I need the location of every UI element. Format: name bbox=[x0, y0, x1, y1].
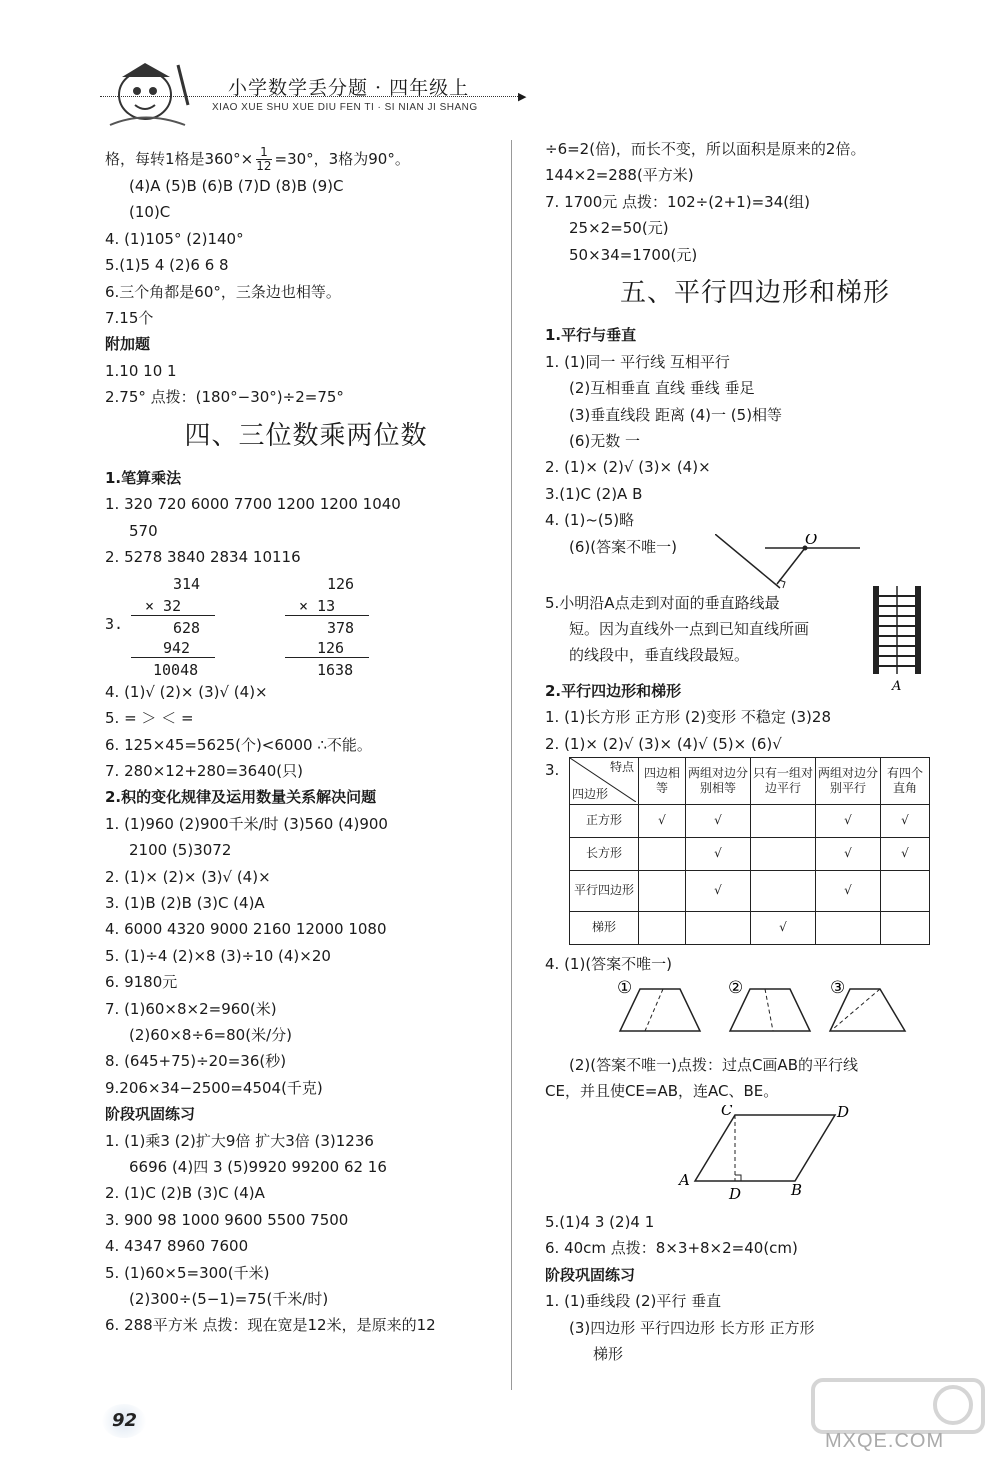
answer-line: (2)300÷(5−1)=75(千米/时) bbox=[129, 1290, 329, 1309]
subsection-heading: 2.积的变化规律及运用数量关系解决问题 bbox=[105, 788, 377, 807]
answer-line: 1.10 10 1 bbox=[105, 361, 177, 380]
answer-line: 7.15个 bbox=[105, 309, 154, 328]
answer-line: 1. (1)960 (2)900千米/时 (3)560 (4)900 bbox=[105, 814, 388, 833]
answer-line: 2. (1)× (2)× (3)√ (4)× bbox=[105, 867, 271, 886]
answer-line: 144×2=288(平方米) bbox=[545, 166, 694, 185]
answer-line: 6. 288平方米 点拨：现在宽是12米，是原来的12 bbox=[105, 1316, 436, 1335]
answer-line: (2)互相垂直 直线 垂线 垂足 bbox=[569, 379, 755, 398]
answer-line: 3. (1)B (2)B (3)C (4)A bbox=[105, 893, 265, 912]
answer-line: 4. (1)√ (2)× (3)√ (4)× bbox=[105, 682, 268, 701]
answer-line: 1. (1)长方形 正方形 (2)变形 不稳定 (3)28 bbox=[545, 708, 831, 727]
answer-line: 2. (1)C (2)B (3)C (4)A bbox=[105, 1184, 265, 1203]
table-header: 两组对边分别相等 bbox=[686, 757, 751, 804]
header-rule bbox=[100, 96, 520, 97]
answer-line: 的线段中，垂直线段最短。 bbox=[569, 645, 750, 664]
answer-line: (6)无数 一 bbox=[569, 432, 641, 451]
quadrilateral-table bbox=[569, 757, 930, 945]
answer-line: 6696 (4)四 3 (5)9920 99200 62 16 bbox=[129, 1158, 387, 1176]
point-a-label: A bbox=[892, 678, 902, 694]
answer-line: 50×34=1700(元) bbox=[569, 245, 698, 264]
column-divider bbox=[511, 140, 512, 1390]
trapezoid-label: ① bbox=[617, 978, 633, 999]
answer-line: ÷6=2(倍)，而长不变，所以面积是原来的2倍。 bbox=[545, 140, 866, 158]
table-row: 正方形 √ √ √ √ bbox=[570, 804, 930, 837]
answer-line: 3. 900 98 1000 9600 5500 7500 bbox=[105, 1210, 349, 1229]
table-row: 长方形 √ √ √ bbox=[570, 837, 930, 870]
book-title: 小学数学丢分题 · 四年级上 bbox=[228, 77, 470, 99]
answer-line: 梯形 bbox=[593, 1344, 624, 1363]
answer-line: 格，每转1格是360°× $\frac{1}{12}$ =30°，3格为90°。 bbox=[105, 145, 410, 173]
page-header bbox=[100, 55, 530, 135]
answer-line: 3.(1)C (2)A B bbox=[545, 484, 643, 503]
table-header: 四边相等 bbox=[639, 757, 686, 804]
answer-line: 1. (1)同一 平行线 互相平行 bbox=[545, 352, 730, 371]
answer-line: 6. 40cm 点拨：8×3+8×2=40(cm) bbox=[545, 1239, 798, 1258]
subsection-heading: 阶段巩固练习 bbox=[545, 1265, 636, 1284]
answer-line: 1. (1)垂线段 (2)平行 垂直 bbox=[545, 1292, 722, 1311]
answer-line: 4. (1)~(5)略 bbox=[545, 511, 635, 530]
answer-line: 6. 9180元 bbox=[105, 973, 178, 992]
answer-line: (2)60×8÷6=80(米/分) bbox=[129, 1025, 292, 1044]
answer-line: 4. (1)105° (2)140° bbox=[105, 229, 244, 248]
answer-line: 2100 (5)3072 bbox=[129, 841, 232, 860]
point-label: D bbox=[837, 1104, 850, 1121]
fraction: $\frac{1}{12}$ bbox=[256, 145, 272, 173]
answer-line: (2)(答案不唯一)点拨：过点C画AB的平行线 bbox=[569, 1055, 858, 1074]
answer-line: 7. 1700元 点拨：102÷(2+1)=34(组) bbox=[545, 192, 810, 211]
answer-line: 短。因为直线外一点到已知直线所画 bbox=[569, 619, 810, 638]
answer-line: 6. 125×45=5625(个)<6000 ∴不能。 bbox=[105, 735, 372, 754]
point-label: D bbox=[729, 1184, 742, 1201]
answer-line: 5.(1)5 4 (2)6 6 8 bbox=[105, 256, 229, 275]
table-corner: 特点 四边形 bbox=[570, 757, 639, 804]
point-label: B bbox=[791, 1180, 803, 1199]
table-header: 两组对边分别平行 bbox=[816, 757, 881, 804]
point-o-label: O bbox=[805, 533, 818, 548]
point-label: A bbox=[679, 1170, 690, 1189]
answer-line: (4)A (5)B (6)B (7)D (8)B (9)C bbox=[129, 177, 344, 195]
table-row: 梯形 √ bbox=[570, 911, 930, 944]
answer-line: 1. 320 720 6000 7700 1200 1200 1040 bbox=[105, 495, 401, 514]
answer-line: 4. (1)(答案不唯一) bbox=[545, 954, 673, 973]
subsection-heading: 1.笔算乘法 bbox=[105, 469, 182, 488]
answer-line: 7. 280×12+280=3640(只) bbox=[105, 761, 304, 780]
subsection-heading: 附加题 bbox=[105, 335, 151, 354]
answer-line: 5.小明沿A点走到对面的垂直路线最 bbox=[545, 593, 780, 612]
answer-line: (6)(答案不唯一) bbox=[569, 537, 677, 556]
answer-line: 570 bbox=[129, 521, 158, 540]
answer-line: 9.206×34−2500=4504(千克) bbox=[105, 1078, 323, 1097]
answer-line: 8. (645+75)÷20=36(秒) bbox=[105, 1052, 287, 1071]
answer-line: 2. (1)× (2)√ (3)× (4)× bbox=[545, 458, 711, 477]
answer-line: (10)C bbox=[129, 203, 171, 222]
parallelogram-diagram bbox=[665, 1105, 1000, 1201]
answer-line: 1. (1)乘3 (2)扩大9倍 扩大3倍 (3)1236 bbox=[105, 1131, 374, 1150]
trapezoid-label: ③ bbox=[830, 978, 846, 999]
answer-line: (3)四边形 平行四边形 长方形 正方形 bbox=[569, 1318, 815, 1337]
ladder-diagram bbox=[865, 582, 935, 694]
right-column bbox=[545, 136, 965, 1367]
answer-line: 4. 4347 8960 7600 bbox=[105, 1237, 249, 1256]
answer-line: 2. (1)× (2)√ (3)× (4)√ (5)× (6)√ bbox=[545, 734, 782, 753]
answer-line: 5. (1)60×5=300(千米) bbox=[105, 1263, 270, 1282]
book-subtitle: XIAO XUE SHU XUE DIU FEN TI · SI NIAN JI SHANG bbox=[212, 102, 478, 113]
answer-line: 4. 6000 4320 9000 2160 12000 1080 bbox=[105, 920, 387, 939]
answer-line: 5.(1)4 3 (2)4 1 bbox=[545, 1212, 655, 1231]
answer-line: 2.75° 点拨：(180°−30°)÷2=75° bbox=[105, 388, 344, 407]
answer-line: 25×2=50(元) bbox=[569, 219, 669, 238]
point-label: C bbox=[721, 1104, 733, 1119]
left-column bbox=[105, 146, 507, 1339]
subsection-heading: 2.平行四边形和梯形 bbox=[545, 681, 682, 700]
page-number: 92 bbox=[112, 1410, 138, 1431]
trapezoid-label: ② bbox=[728, 978, 744, 999]
cartoon-student-icon bbox=[100, 55, 195, 133]
answer-line: 6.三个角都是60°，三条边也相等。 bbox=[105, 282, 341, 301]
answer-line: 5. = ＞ ＜ = bbox=[105, 709, 194, 728]
table-header: 只有一组对边平行 bbox=[751, 757, 816, 804]
chapter-heading: 四、三位数乘两位数 bbox=[184, 420, 428, 451]
watermark-url: MXQE.COM bbox=[825, 1430, 945, 1452]
subsection-heading: 1.平行与垂直 bbox=[545, 326, 637, 345]
answer-line: 2. 5278 3840 2834 10116 bbox=[105, 548, 301, 567]
table-row: 平行四边形 √ √ bbox=[570, 870, 930, 911]
trapezoid-diagrams bbox=[545, 977, 945, 1043]
perpendicular-diagram bbox=[715, 534, 865, 590]
answer-line: 7. (1)60×8×2=960(米) bbox=[105, 999, 277, 1018]
chapter-heading: 五、平行四边形和梯形 bbox=[619, 278, 890, 309]
answer-line: CE，并且使CE=AB，连AC、BE。 bbox=[545, 1082, 779, 1101]
answer-line: 5. (1)÷4 (2)×8 (3)÷10 (4)×20 bbox=[105, 946, 331, 965]
table-header: 有四个直角 bbox=[881, 757, 930, 804]
arrow-icon: ▶ bbox=[518, 90, 527, 103]
vertical-multiplication: 3. 314 × 32 628 942 10048 126 × 13 378 126 1638 bbox=[105, 571, 507, 679]
answer-line: (3)垂直线段 距离 (4)一 (5)相等 bbox=[569, 405, 783, 424]
subsection-heading: 阶段巩固练习 bbox=[105, 1105, 196, 1124]
quadrilateral-table-question: 3. 特点 四边形 四边相等 两组对边分别相等 只有一组对边平行 两组对边分别平行 有四个直角 正方形 √ √ √ √ 长方形 √ √ √ 平行四边形 √ √ 梯形 √ bbox=[545, 757, 965, 945]
